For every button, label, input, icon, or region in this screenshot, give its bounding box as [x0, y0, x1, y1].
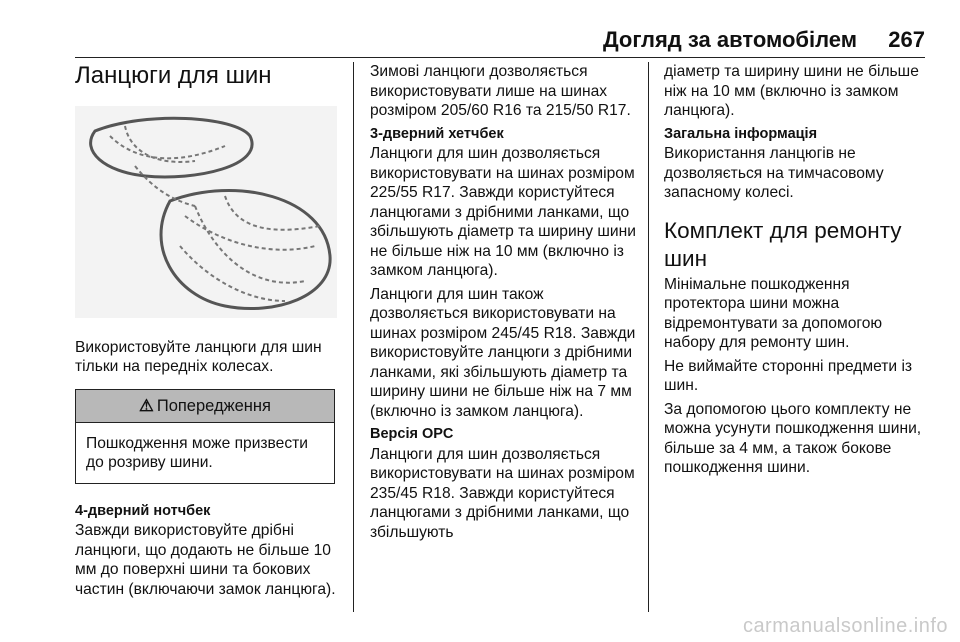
- column-2: [370, 62, 640, 546]
- paragraph-4door-notchback: Завжди використовуйте дрібні ланцюги, що додають не більше 10 мм до поверхні шини та бокових частин (включаючи замок ланцюга).: [75, 522, 336, 598]
- page-header: [75, 27, 925, 55]
- warning-header: [76, 390, 334, 423]
- subheading-opc-version: Версія OPC: [370, 426, 454, 442]
- column-divider-1: [353, 62, 354, 612]
- paragraph-repair-kit-2: Не виймайте сторонні предмети із шин.: [664, 357, 913, 394]
- warning-box: [75, 389, 335, 484]
- warning-title: Попередження: [156, 396, 271, 415]
- page-header-title: Догляд за автомобілем: [602, 27, 857, 52]
- paragraph-continued: діаметр та ширину шини не більше ніж на 10 мм (включно із замком ланцюга).: [664, 63, 919, 119]
- paragraph-3door-hatchback: Ланцюги для шин дозволяється використовувати на шинах розміром 225/55 R17. Завжди користуйтеся ланцюгами з дрібними ланками, що збільшують діаметр та ширину шини не більше ніж на 10 мм (включно із замком ланцюга).: [370, 145, 636, 279]
- paragraph-opc-version: Ланцюги для шин дозволяється використовувати на шинах розміром 235/45 R18. Завжди користуйтеся ланцюгами з дрібними ланками, що збільшують: [370, 445, 635, 541]
- paragraph-repair-kit-3: За допомогою цього комплекту не можна усунути пошкодження шини, більше за 4 мм, а також бокове пошкодження шини.: [664, 400, 922, 476]
- subheading-3door-hatchback: 3-дверний хетчбек: [370, 125, 504, 142]
- page-number: 267: [888, 27, 925, 52]
- paragraph-245-tires: Ланцюги для шин також дозволяється використовувати на шинах розміром 245/45 R18. Завжди використовуйте ланцюги з дрібними ланками, які збільшують діаметр та ширину шини не більше ніж на 7 мм (включно із замком ланцюга).: [370, 285, 636, 420]
- column-divider-2: [648, 62, 649, 612]
- paragraph-repair-kit-1: Мінімальне пошкодження протектора шини можна відремонтувати за допомогою набору для ремонту шин.: [664, 275, 883, 351]
- watermark: carmanualsonline.info: [742, 615, 948, 637]
- column-1: [75, 62, 340, 603]
- intro-text: Використовуйте ланцюги для шин тільки на передніх колесах.: [75, 338, 322, 375]
- paragraph-general-info: Використання ланцюгів не дозволяється на тимчасовому запасному колесі.: [664, 145, 884, 201]
- subheading-general-info: Загальна інформація: [664, 125, 818, 142]
- subheading-4door-notchback: 4-дверний нотчбек: [75, 502, 211, 519]
- warning-text: Пошкодження може призвести до розриву шини.: [86, 434, 308, 471]
- column-3: [664, 62, 929, 482]
- tire-chains-illustration: [75, 106, 337, 318]
- header-rule: [75, 57, 925, 58]
- warning-triangle-icon: ⚠: [139, 396, 154, 415]
- paragraph-winter-chains: Зимові ланцюги дозволяється використовувати лише на шинах розміром 205/60 R16 та 215/50 R17.: [370, 63, 631, 119]
- section-heading-tire-chains: Ланцюги для шин: [75, 62, 272, 89]
- section-heading-repair-kit: Комплект для ремонту шин: [664, 217, 902, 271]
